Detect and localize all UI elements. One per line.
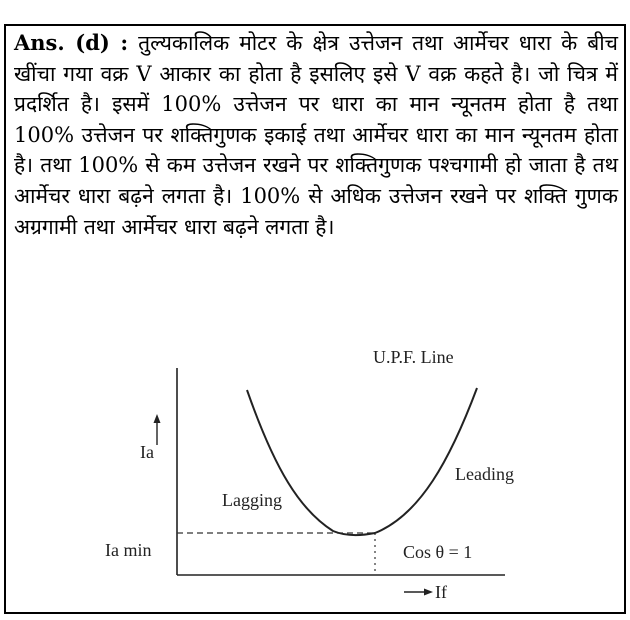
cos-theta-label: Cos θ = 1 (403, 542, 473, 562)
ia-arrowhead (154, 414, 161, 423)
lagging-label: Lagging (222, 490, 282, 510)
answer-body: तुल्यकालिक मोटर के क्षेत्र उत्तेजन तथा आर्मेचर धारा के बीच खींचा गया वक्र V आकार का होता है इसलिए इसे V वक्र कहते है। जो चित्र में प्रदर्शित है। इसमें 100% उत्तेजन पर धारा का मान न्यूनतम होता है तथा 100% उत्तेजन पर शक्तिगुणक इकाई तथा आर्मेचर धारा का मान न्यूनतम होता है। तथा 100% से कम उत्तेजन रखने पर शक्तिगुणक पश्चगामी हो जाता है तथ आर्मेचर धारा बढ़ने लगता है। 100% से अधिक उत्तेजन रखने पर शक्ति गुणक अग्रगामी तथा आर्मेचर धारा बढ़ने लगता है। (14, 31, 618, 239)
v-curve (247, 388, 477, 535)
ia-axis-label: Ia (140, 442, 154, 462)
ia-min-label: Ia min (105, 540, 152, 560)
leading-label: Leading (455, 464, 514, 484)
if-axis-label: If (435, 582, 447, 602)
answer-label: Ans. (d) : (14, 30, 129, 55)
upf-line-label: U.P.F. Line (373, 347, 454, 367)
if-arrowhead (424, 589, 433, 596)
